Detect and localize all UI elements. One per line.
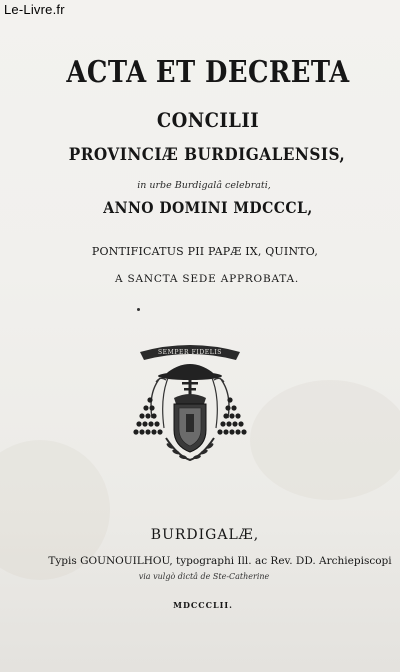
emblem-motto: SEMPER FIDELIS — [157, 349, 223, 356]
title-location: in urbe Burdigalâ celebrati, — [137, 180, 271, 191]
printer-dot — [137, 308, 140, 311]
title-pontificate: PONTIFICATUS PII PAPÆ IX, QUINTO, — [91, 245, 319, 258]
title-approval: A SANCTA SEDE APPROBATA. — [114, 273, 300, 285]
site-watermark: Le-Livre.fr — [4, 2, 65, 17]
imprint-street: via vulgò dictâ de Ste-Catherine — [138, 572, 270, 581]
title-year: ANNO DOMINI MDCCCL, — [103, 198, 313, 217]
archiepiscopal-coat-of-arms-icon — [130, 338, 250, 468]
paper-stain — [250, 380, 400, 500]
main-title: ACTA ET DECRETA — [66, 55, 350, 90]
title-concilii: CONCILII — [156, 108, 260, 132]
imprint-year: MDCCCLII. — [173, 600, 233, 610]
imprint-city: BURDIGALÆ, — [150, 527, 260, 543]
imprint-printer: Typis GOUNOUILHOU, typographi Ill. ac Rev. DD. Archiepiscopi — [48, 555, 392, 567]
title-province: PROVINCIÆ BURDIGALENSIS, — [68, 145, 346, 165]
